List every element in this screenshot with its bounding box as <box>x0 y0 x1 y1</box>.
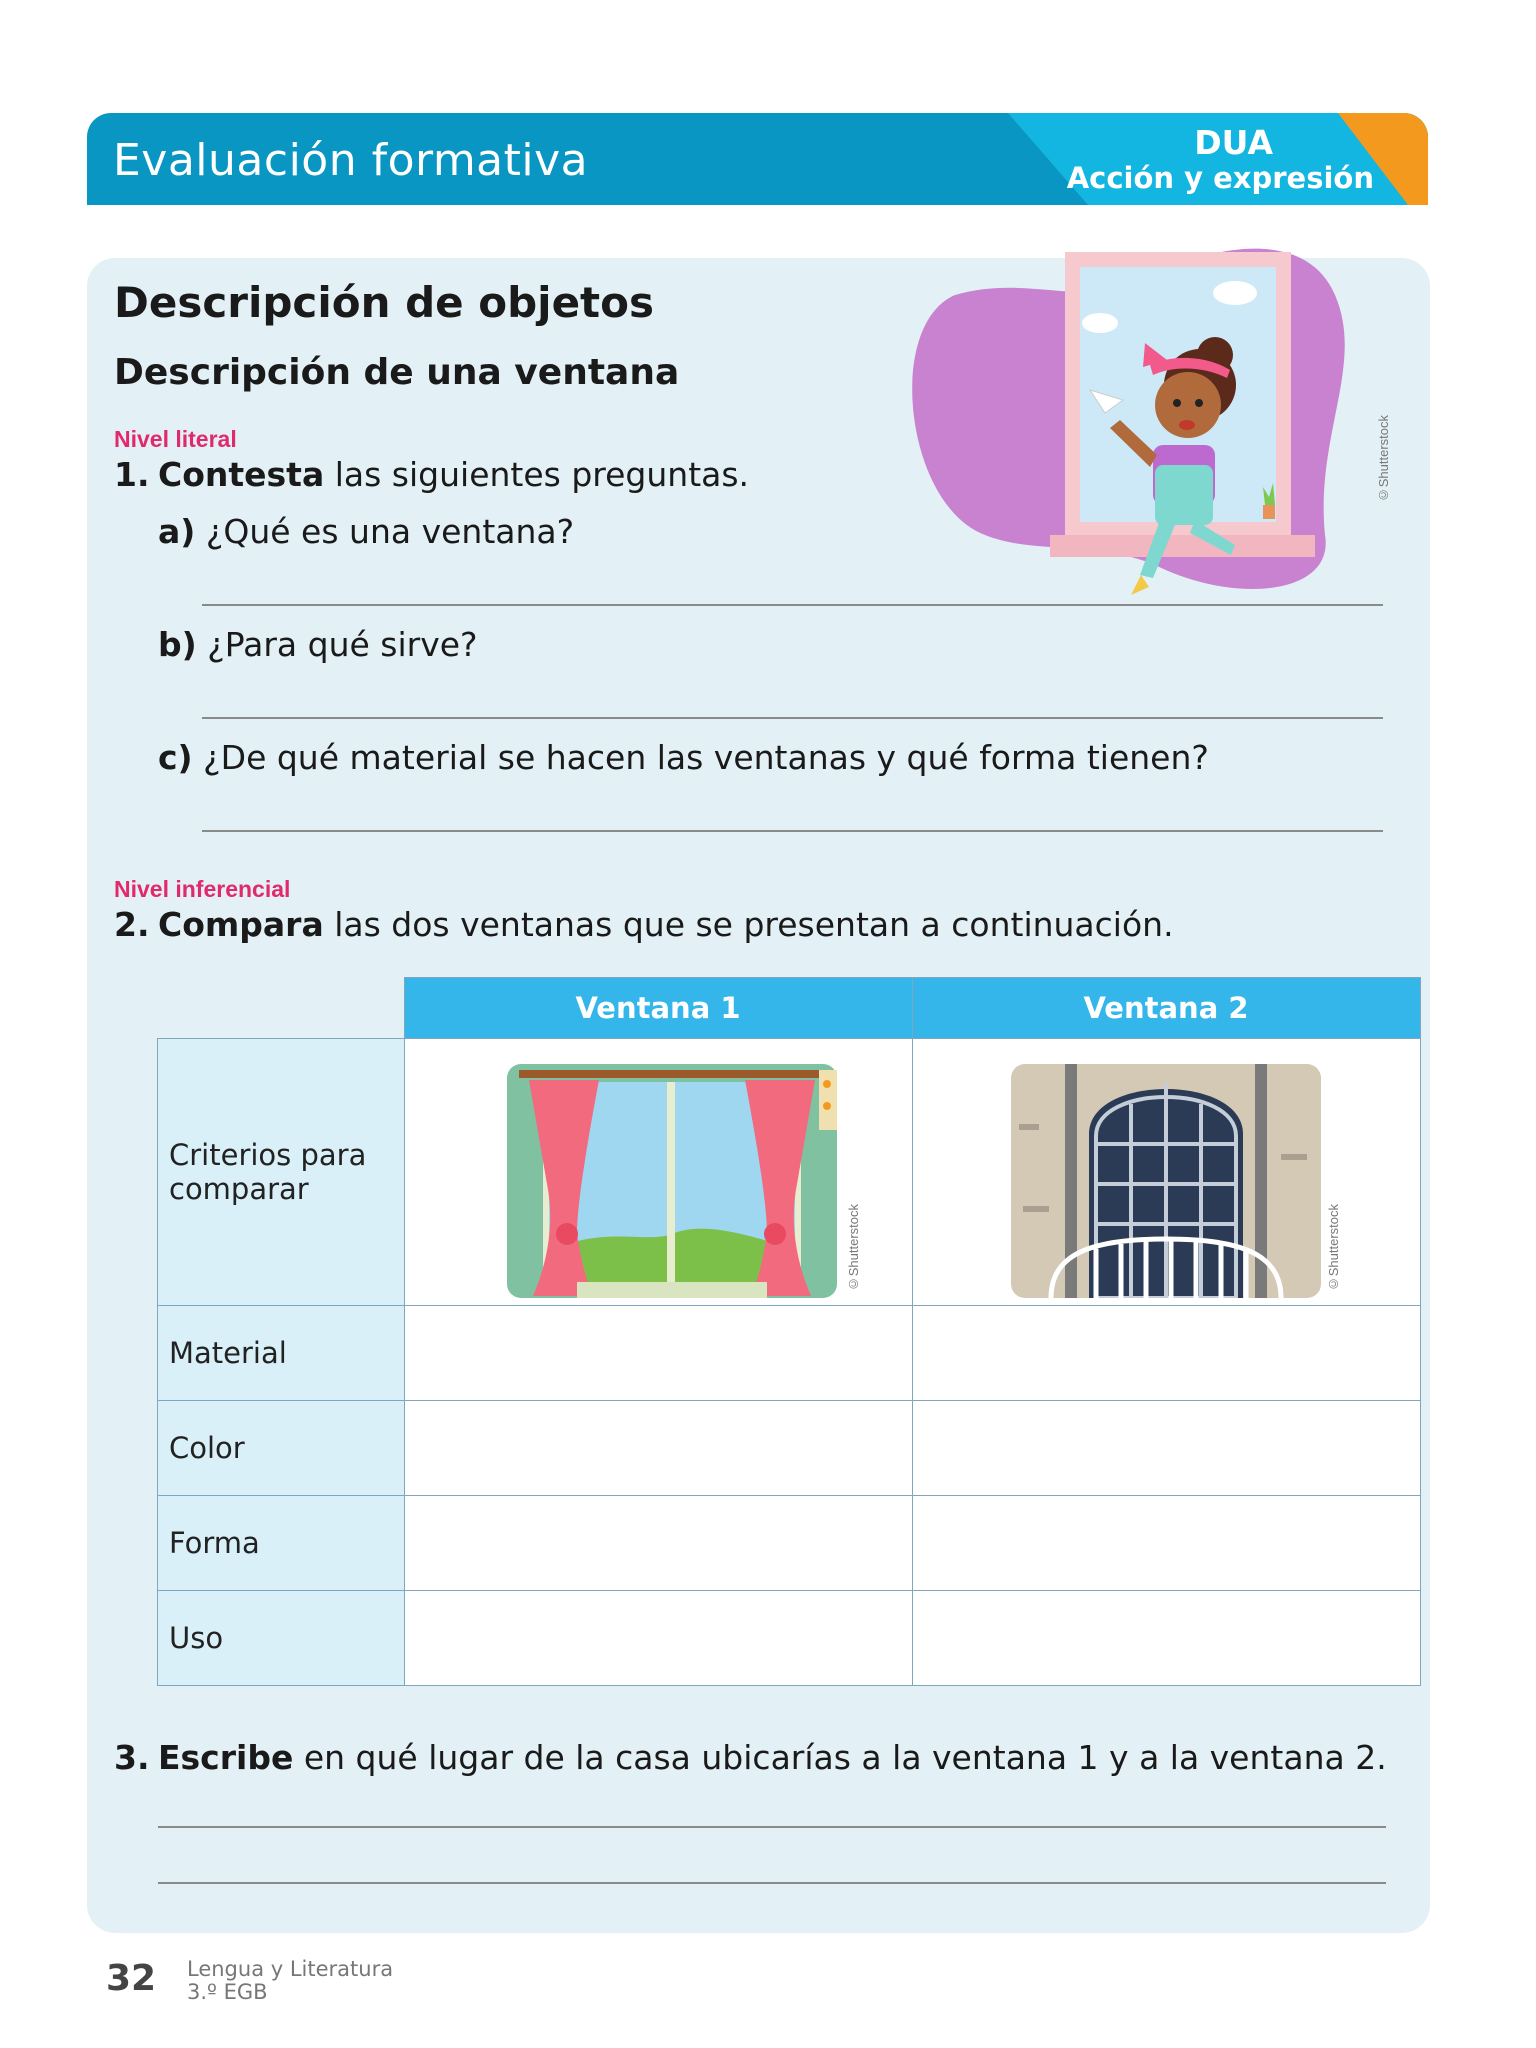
level-literal-label: Nivel literal <box>114 426 237 452</box>
criteria-label: Criterios para comparar <box>158 1039 405 1306</box>
image-credit: ©Shutterstock <box>845 1204 861 1292</box>
window-2-image-cell <box>912 1039 1420 1306</box>
question-1c <box>158 738 1209 777</box>
page-number: 32 <box>106 1958 157 1999</box>
header-title: Evaluación formativa <box>113 135 589 186</box>
question-1b <box>158 625 478 664</box>
item-letter: c) <box>158 738 193 777</box>
page-subtitle: Descripción de una ventana <box>114 352 680 393</box>
answer-cell-color-1[interactable] <box>404 1401 912 1496</box>
answer-cell-material-2[interactable] <box>912 1306 1420 1401</box>
answer-cell-uso-1[interactable] <box>404 1591 912 1686</box>
question-2 <box>114 905 1174 944</box>
row-label-color: Color <box>158 1401 405 1496</box>
question-text: las siguientes preguntas. <box>324 455 750 494</box>
question-text: las dos ventanas que se presentan a continuación. <box>323 905 1174 944</box>
question-3 <box>114 1738 1387 1777</box>
image-credit: ©Shutterstock <box>1325 1204 1341 1292</box>
item-text: ¿Qué es una ventana? <box>195 512 575 551</box>
answer-cell-color-2[interactable] <box>912 1401 1420 1496</box>
column-header-ventana-1: Ventana 1 <box>404 978 912 1039</box>
answer-line-3b[interactable] <box>158 1882 1386 1884</box>
level-inferential-label: Nivel inferencial <box>114 876 291 902</box>
question-number: 2. <box>114 905 150 944</box>
item-letter: a) <box>158 512 196 551</box>
question-text: en qué lugar de la casa ubicarías a la ventana 1 y a la ventana 2. <box>293 1738 1387 1777</box>
answer-line-1b[interactable] <box>202 717 1383 719</box>
window-1-image-cell <box>404 1039 912 1306</box>
answer-line-1c[interactable] <box>202 830 1383 832</box>
footer-subject <box>187 1958 393 2004</box>
section-header <box>87 113 1428 205</box>
girl-window-illustration <box>905 235 1355 615</box>
question-verb: Compara <box>158 905 324 944</box>
question-verb: Escribe <box>158 1738 294 1777</box>
row-label-forma: Forma <box>158 1496 405 1591</box>
item-text: ¿De qué material se hacen las ventanas y qué forma tienen? <box>192 738 1209 777</box>
question-1a <box>158 512 574 551</box>
answer-cell-forma-1[interactable] <box>404 1496 912 1591</box>
illustration-credit: ©Shutterstock <box>1376 415 1391 503</box>
dua-label: DUA <box>1194 123 1273 162</box>
question-1 <box>114 455 749 494</box>
question-number: 3. <box>114 1738 150 1777</box>
answer-line-1a[interactable] <box>202 604 1383 606</box>
page-title: Descripción de objetos <box>114 278 654 327</box>
answer-line-3a[interactable] <box>158 1826 1386 1828</box>
question-number: 1. <box>114 455 150 494</box>
table-corner <box>158 978 405 1039</box>
answer-cell-material-1[interactable] <box>404 1306 912 1401</box>
row-label-uso: Uso <box>158 1591 405 1686</box>
item-letter: b) <box>158 625 197 664</box>
grade-label: 3.º EGB <box>187 1980 268 2004</box>
question-verb: Contesta <box>158 455 325 494</box>
comparison-table <box>157 977 1421 1686</box>
window-2-image <box>1011 1064 1321 1298</box>
answer-cell-forma-2[interactable] <box>912 1496 1420 1591</box>
row-label-material: Material <box>158 1306 405 1401</box>
window-1-image <box>507 1064 837 1298</box>
dua-subtitle: Acción y expresión <box>1066 161 1374 195</box>
column-header-ventana-2: Ventana 2 <box>912 978 1420 1039</box>
answer-cell-uso-2[interactable] <box>912 1591 1420 1686</box>
subject-name: Lengua y Literatura <box>187 1957 394 1981</box>
item-text: ¿Para qué sirve? <box>196 625 478 664</box>
